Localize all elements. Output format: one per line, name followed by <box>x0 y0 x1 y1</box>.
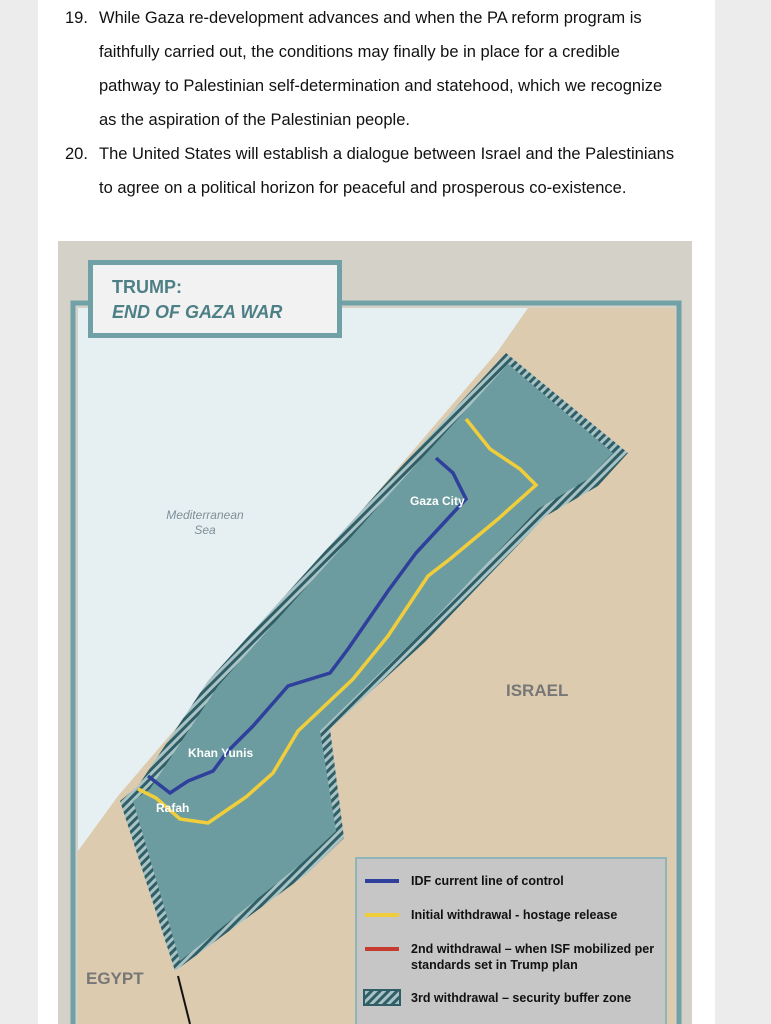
list-text-line: faithfully carried out, the conditions may finally be in place for a credible <box>99 43 620 61</box>
hatched-buffer-swatch-icon <box>363 989 403 1007</box>
label-rafah: Rafah <box>156 801 190 815</box>
label-israel: ISRAEL <box>506 681 569 700</box>
legend-label: 3rd withdrawal – security buffer zone <box>411 991 632 1005</box>
list-text-line: While Gaza re-development advances and when the PA reform program is <box>99 9 642 27</box>
legend-label: IDF current line of control <box>411 874 564 888</box>
list-text-line: pathway to Palestinian self-determination and statehood, which we recognize <box>99 77 663 95</box>
list-text-line: to agree on a political horizon for peaceful and prosperous co-existence. <box>99 179 627 197</box>
label-khan-yunis: Khan Yunis <box>188 746 254 760</box>
list-item-19 <box>38 1 698 137</box>
list-text-line: The United States will establish a dialogue between Israel and the Palestinians <box>99 145 675 163</box>
label-mediterranean <box>150 508 260 538</box>
red-line-swatch-icon <box>365 947 399 951</box>
map-title-line2: END OF GAZA WAR <box>112 302 283 322</box>
yellow-line-swatch-icon <box>365 913 399 917</box>
map-title-box <box>88 260 342 338</box>
label-sea-line2: Sea <box>194 523 216 537</box>
list-item-20 <box>38 137 698 205</box>
blue-line-swatch-icon <box>365 879 399 883</box>
label-gaza-city: Gaza City <box>410 494 465 508</box>
legend-label: Initial withdrawal - hostage release <box>411 908 618 922</box>
map-title-line1: TRUMP: <box>112 277 182 297</box>
legend-label: 2nd withdrawal – when ISF mobilized per standards set in Trump plan <box>411 942 655 972</box>
list-text-line: as the aspiration of the Palestinian people. <box>99 111 410 129</box>
map-legend <box>355 857 667 1024</box>
document-page <box>38 0 715 1024</box>
label-egypt: EGYPT <box>86 969 144 988</box>
gaza-withdrawal-map <box>58 241 692 1024</box>
list-number: 19. <box>65 9 88 27</box>
list-number: 20. <box>65 145 88 163</box>
label-sea-line1: Mediterranean <box>166 508 244 522</box>
